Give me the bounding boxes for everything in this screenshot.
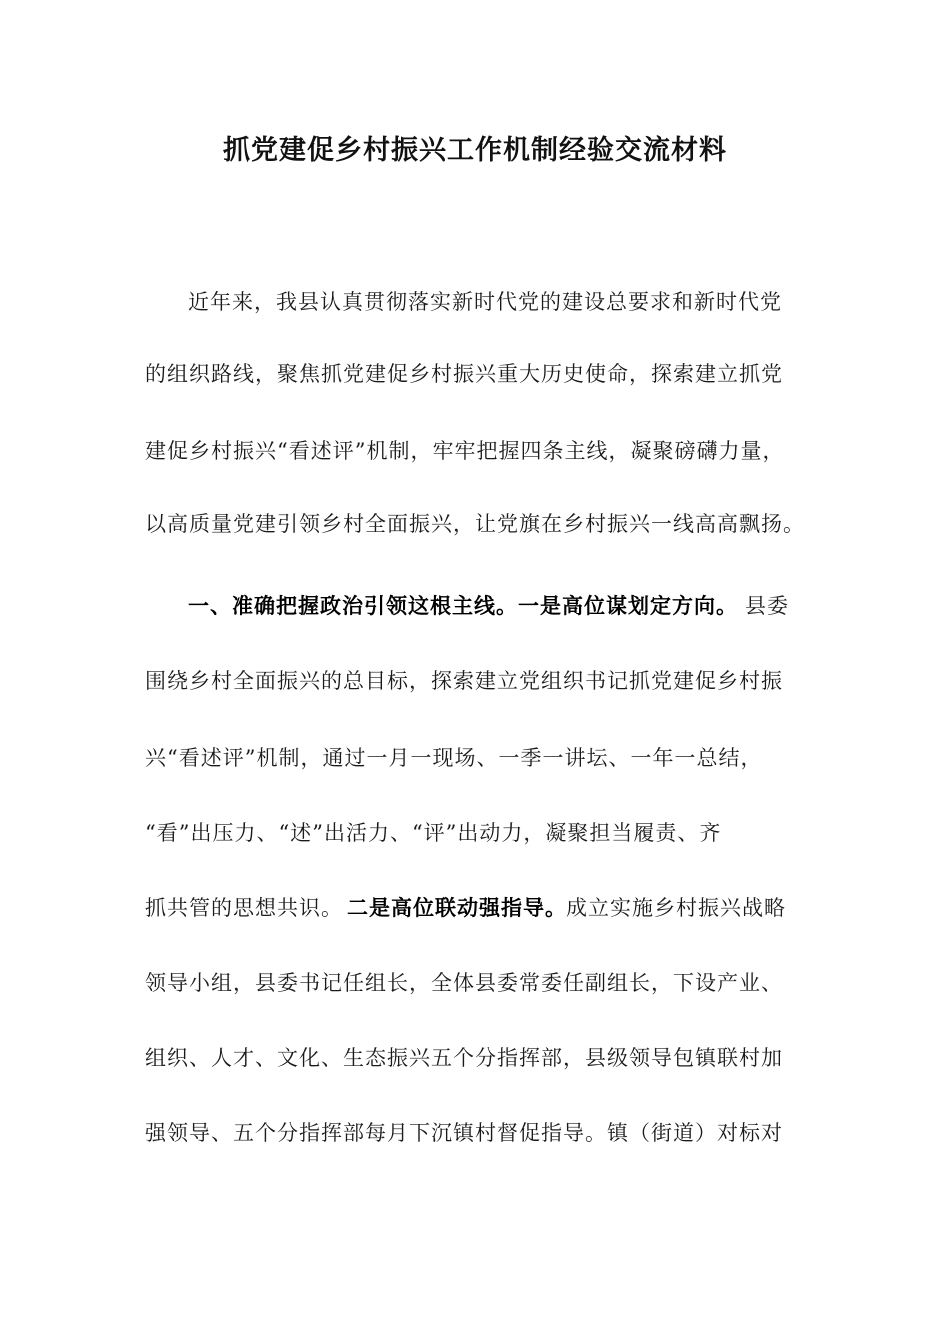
line-text: 强领导、五个分指挥部每月下沉镇村督促指导。镇（街道）对标对 (145, 1121, 783, 1145)
line-text: “看”出压力、“述”出活力、“评”出动力，凝聚担当履责、齐 (145, 821, 722, 845)
section-heading: 一、准确把握政治引领这根主线。一是高位谋划定方向。 (188, 593, 738, 618)
line-text: 成立实施乡村振兴战略 (566, 896, 786, 920)
paragraph-line (0, 963, 950, 1003)
line-text: 兴“看述评”机制，通过一月一现场、一季一讲坛、一年一总结， (145, 746, 763, 770)
line-text: 抓共管的思想共识。 (145, 896, 343, 920)
paragraph-line (0, 888, 950, 928)
paragraph-line (0, 282, 950, 322)
sub-heading: 二是高位联动强指导。 (347, 895, 567, 920)
paragraph-line (0, 1038, 950, 1078)
line-text: 以高质量党建引领乡村全面振兴，让党旗在乡村振兴一线高高飘扬。 (145, 512, 805, 536)
paragraph-line (0, 813, 950, 853)
line-text: 近年来，我县认真贯彻落实新时代党的建设总要求和新时代党 (188, 290, 782, 314)
document-title: 抓党建促乡村振兴工作机制经验交流材料 (223, 135, 727, 166)
paragraph-line (0, 504, 950, 544)
line-text: 建促乡村振兴“看述评”机制，牢牢把握四条主线，凝聚磅礴力量， (145, 439, 785, 463)
line-text: 围绕乡村全面振兴的总目标，探索建立党组织书记抓党建促乡村振 (145, 669, 783, 693)
line-text: 领导小组，县委书记任组长，全体县委常委任副组长，下设产业、 (145, 971, 783, 995)
line-text: 县委 (745, 594, 789, 618)
paragraph-line (0, 431, 950, 471)
paragraph-line (0, 661, 950, 701)
paragraph-line (0, 586, 950, 626)
line-text: 的组织路线，聚焦抓党建促乡村振兴重大历史使命，探索建立抓党 (145, 362, 783, 386)
paragraph-line (0, 354, 950, 394)
paragraph-line (0, 1113, 950, 1153)
paragraph-line (0, 738, 950, 778)
line-text: 组织、人才、文化、生态振兴五个分指挥部，县级领导包镇联村加 (145, 1046, 783, 1070)
